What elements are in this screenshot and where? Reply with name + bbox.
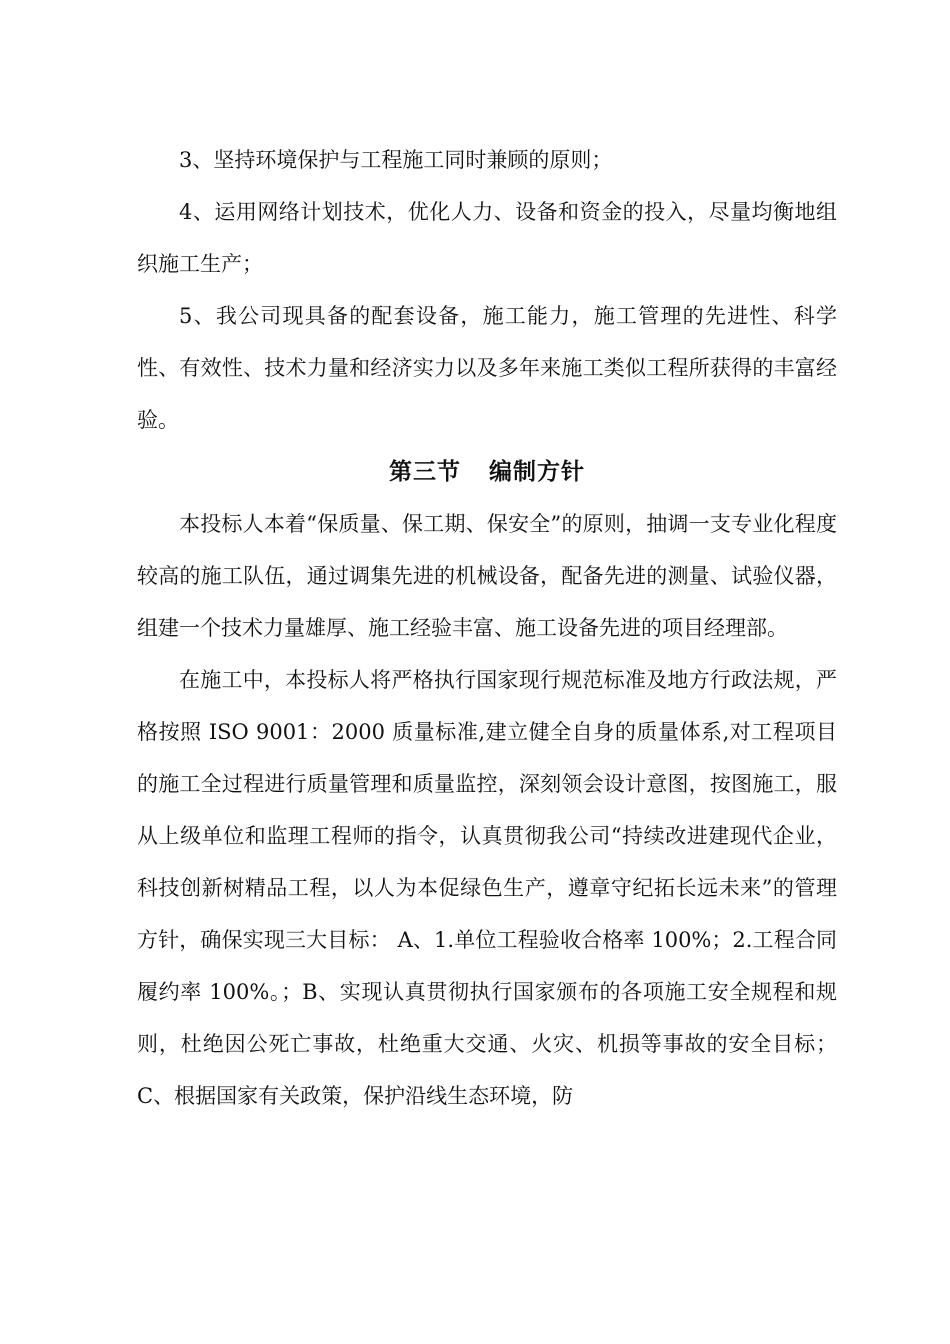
principle-5-paragraph: 5、我公司现具备的配套设备，施工能力，施工管理的先进性、科学性、有效性、技术力量和经济实力以及多年来施工类似工程所获得的丰富经验。	[137, 304, 837, 432]
policy-detail-paragraph: 在施工中，本投标人将严格执行国家现行规范标准及地方行政法规，严格按照 ISO 9001：2000 质量标准,建立健全自身的质量体系,对工程项目的施工全过程进行质量管理和质量监控，深刻领会设计意图，按图施工，服从上级单位和监理工程师的指令，认真贯彻我公司“持续改进建现代企业，科技创新树精品工程，以人为本促绿色生产，遵章守纪拓长远未来”的管理方针，确保实现三大目标： A、1.单位工程验收合格率 100%；2.工程合同履约率 100%。；B、实现认真贯彻执行国家颁布的各项施工安全规程和规则，杜绝因公死亡事故，杜绝重大交通、火灾、机损等事故的安全目标；C、根据国家有关政策，保护沿线生态环境，防	[137, 668, 837, 1108]
section-title: 编制方针	[489, 458, 585, 485]
document-body	[137, 134, 837, 1122]
policy-intro-paragraph: 本投标人本着“保质量、保工期、保安全”的原则，抽调一支专业化程度较高的施工队伍，通过调集先进的机械设备，配备先进的测量、试验仪器，组建一个技术力量雄厚、施工经验丰富、施工设备先进的项目经理部。	[137, 512, 837, 640]
section-number: 第三节	[389, 458, 461, 485]
principle-3-paragraph: 3、坚持环境保护与工程施工同时兼顾的原则；	[179, 148, 613, 172]
section-heading	[137, 446, 837, 498]
principle-4-paragraph: 4、运用网络计划技术，优化人力、设备和资金的投入，尽量均衡地组织施工生产；	[137, 200, 837, 276]
